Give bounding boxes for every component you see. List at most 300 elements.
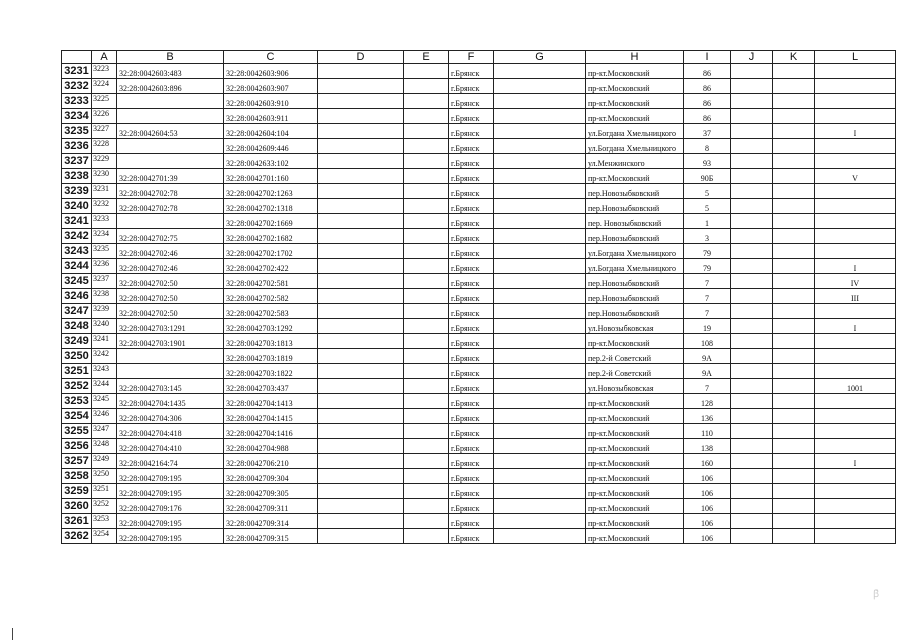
cell-e: [404, 349, 449, 364]
cell-d: [318, 529, 404, 544]
cell-j: [731, 64, 773, 79]
cell-f: г.Брянск: [449, 139, 494, 154]
cell-d: [318, 184, 404, 199]
cell-d: [318, 274, 404, 289]
row-number: 3258: [62, 469, 92, 484]
cell-b: 32:28:0042709:195: [117, 514, 224, 529]
cell-h: пр-кт.Московский: [586, 94, 684, 109]
cell-f: г.Брянск: [449, 349, 494, 364]
cell-c: 32:28:0042702:1318: [224, 199, 318, 214]
table-row: [62, 169, 896, 184]
cell-c: 32:28:0042709:314: [224, 514, 318, 529]
cell-i: 108: [684, 334, 731, 349]
row-number: 3250: [62, 349, 92, 364]
cell-f: г.Брянск: [449, 169, 494, 184]
row-number: 3254: [62, 409, 92, 424]
cell-e: [404, 109, 449, 124]
cell-c: 32:28:0042603:906: [224, 64, 318, 79]
cell-h: ул.Новозыбковская: [586, 379, 684, 394]
cell-f: г.Брянск: [449, 379, 494, 394]
cell-k: [773, 139, 815, 154]
cell-l: [815, 244, 896, 259]
cell-d: [318, 514, 404, 529]
cell-i: 106: [684, 499, 731, 514]
cell-c: 32:28:0042702:1263: [224, 184, 318, 199]
cell-k: [773, 424, 815, 439]
cell-h: пер.2-й Советский: [586, 349, 684, 364]
cell-j: [731, 214, 773, 229]
cell-l: [815, 514, 896, 529]
cell-c: 32:28:0042703:1822: [224, 364, 318, 379]
cell-i: 19: [684, 319, 731, 334]
table-row: [62, 364, 896, 379]
cell-c: 32:28:0042709:311: [224, 499, 318, 514]
cell-f: г.Брянск: [449, 439, 494, 454]
cell-l: [815, 154, 896, 169]
row-number: 3256: [62, 439, 92, 454]
cell-l: [815, 199, 896, 214]
cell-a: 3254: [92, 529, 117, 544]
cell-f: г.Брянск: [449, 304, 494, 319]
cell-l: [815, 304, 896, 319]
cell-c: 32:28:0042702:582: [224, 289, 318, 304]
cell-l: [815, 394, 896, 409]
cell-h: пер.Новозыбковский: [586, 199, 684, 214]
cell-e: [404, 199, 449, 214]
cell-k: [773, 199, 815, 214]
cell-k: [773, 379, 815, 394]
cell-a: 3233: [92, 214, 117, 229]
table-row: [62, 94, 896, 109]
cell-l: I: [815, 259, 896, 274]
table-row: [62, 124, 896, 139]
cell-e: [404, 94, 449, 109]
cell-h: ул.Менжинского: [586, 154, 684, 169]
cell-c: 32:28:0042702:422: [224, 259, 318, 274]
cell-g: [494, 259, 586, 274]
cell-l: [815, 349, 896, 364]
cell-l: [815, 484, 896, 499]
cell-l: V: [815, 169, 896, 184]
cell-e: [404, 499, 449, 514]
cell-c: 32:28:0042702:1669: [224, 214, 318, 229]
table-row: [62, 304, 896, 319]
cell-c: 32:28:0042604:104: [224, 124, 318, 139]
cell-a: 3246: [92, 409, 117, 424]
cell-i: 7: [684, 304, 731, 319]
cell-e: [404, 529, 449, 544]
cell-i: 106: [684, 469, 731, 484]
table-row: [62, 109, 896, 124]
cell-a: 3232: [92, 199, 117, 214]
cell-c: 32:28:0042704:1416: [224, 424, 318, 439]
cell-j: [731, 274, 773, 289]
cell-f: г.Брянск: [449, 229, 494, 244]
cell-a: 3235: [92, 244, 117, 259]
cell-f: г.Брянск: [449, 259, 494, 274]
cell-e: [404, 364, 449, 379]
cell-d: [318, 124, 404, 139]
cell-l: [815, 109, 896, 124]
cell-h: пер.Новозыбковский: [586, 274, 684, 289]
cell-f: г.Брянск: [449, 529, 494, 544]
cell-d: [318, 109, 404, 124]
table-row: [62, 274, 896, 289]
table-body: [62, 64, 896, 544]
cell-h: пр-кт.Московский: [586, 469, 684, 484]
cell-k: [773, 154, 815, 169]
cell-g: [494, 319, 586, 334]
column-header-row: [62, 51, 896, 64]
cell-g: [494, 349, 586, 364]
cell-h: пр-кт.Московский: [586, 394, 684, 409]
cell-f: г.Брянск: [449, 319, 494, 334]
cell-b: 32:28:0042702:75: [117, 229, 224, 244]
cell-i: 9А: [684, 364, 731, 379]
cell-g: [494, 289, 586, 304]
cell-i: 5: [684, 184, 731, 199]
cell-i: 138: [684, 439, 731, 454]
cell-i: 86: [684, 64, 731, 79]
cell-h: пр-кт.Московский: [586, 439, 684, 454]
cell-g: [494, 64, 586, 79]
cell-c: 32:28:0042704:1415: [224, 409, 318, 424]
cell-a: 3230: [92, 169, 117, 184]
cell-a: 3237: [92, 274, 117, 289]
cell-j: [731, 454, 773, 469]
cell-h: пр-кт.Московский: [586, 454, 684, 469]
cell-e: [404, 274, 449, 289]
cell-d: [318, 484, 404, 499]
row-number: 3232: [62, 79, 92, 94]
cell-c: 32:28:0042702:583: [224, 304, 318, 319]
cell-b: 32:28:0042702:50: [117, 289, 224, 304]
cell-j: [731, 334, 773, 349]
cell-c: 32:28:0042703:1819: [224, 349, 318, 364]
cell-d: [318, 169, 404, 184]
table-row: [62, 139, 896, 154]
table-row: [62, 514, 896, 529]
cell-b: 32:28:0042702:78: [117, 199, 224, 214]
table-row: [62, 244, 896, 259]
row-number: 3237: [62, 154, 92, 169]
cell-k: [773, 469, 815, 484]
cell-l: 1001: [815, 379, 896, 394]
cell-a: 3225: [92, 94, 117, 109]
cell-g: [494, 184, 586, 199]
cell-d: [318, 364, 404, 379]
cell-g: [494, 274, 586, 289]
row-number: 3238: [62, 169, 92, 184]
cell-b: 32:28:0042709:176: [117, 499, 224, 514]
cell-g: [494, 334, 586, 349]
cell-g: [494, 379, 586, 394]
cell-g: [494, 469, 586, 484]
cell-g: [494, 109, 586, 124]
cell-d: [318, 334, 404, 349]
cell-i: 1: [684, 214, 731, 229]
cell-h: пер.2-й Советский: [586, 364, 684, 379]
row-number: 3245: [62, 274, 92, 289]
cell-l: [815, 79, 896, 94]
cell-k: [773, 304, 815, 319]
cell-i: 93: [684, 154, 731, 169]
cell-e: [404, 289, 449, 304]
cell-l: [815, 424, 896, 439]
cell-d: [318, 439, 404, 454]
cell-k: [773, 514, 815, 529]
cell-i: 9А: [684, 349, 731, 364]
table-row: [62, 394, 896, 409]
cell-b: 32:28:0042702:50: [117, 304, 224, 319]
column-header-k: K: [773, 51, 815, 64]
cell-f: г.Брянск: [449, 469, 494, 484]
cell-h: ул.Богдана Хмельницкого: [586, 259, 684, 274]
cell-d: [318, 469, 404, 484]
cell-h: пр-кт.Московский: [586, 514, 684, 529]
table-row: [62, 454, 896, 469]
column-header-g: G: [494, 51, 586, 64]
cell-l: [815, 139, 896, 154]
cell-a: 3229: [92, 154, 117, 169]
cell-k: [773, 334, 815, 349]
column-header-h: H: [586, 51, 684, 64]
cell-f: г.Брянск: [449, 289, 494, 304]
cell-c: 32:28:0042603:907: [224, 79, 318, 94]
cell-g: [494, 94, 586, 109]
cell-d: [318, 79, 404, 94]
cell-e: [404, 514, 449, 529]
cell-h: ул.Новозыбковская: [586, 319, 684, 334]
cell-f: г.Брянск: [449, 499, 494, 514]
cell-k: [773, 124, 815, 139]
cell-f: г.Брянск: [449, 154, 494, 169]
cell-a: 3241: [92, 334, 117, 349]
column-header-d: D: [318, 51, 404, 64]
cell-g: [494, 229, 586, 244]
cell-a: 3242: [92, 349, 117, 364]
row-number: 3249: [62, 334, 92, 349]
cell-k: [773, 394, 815, 409]
cell-e: [404, 229, 449, 244]
cell-a: 3244: [92, 379, 117, 394]
cell-k: [773, 274, 815, 289]
cell-c: 32:28:0042633:102: [224, 154, 318, 169]
cell-h: ул.Богдана Хмельницкого: [586, 124, 684, 139]
cell-h: пр-кт.Московский: [586, 64, 684, 79]
cell-j: [731, 469, 773, 484]
cell-l: [815, 229, 896, 244]
cell-f: г.Брянск: [449, 64, 494, 79]
row-number: 3235: [62, 124, 92, 139]
cell-h: пр-кт.Московский: [586, 529, 684, 544]
cell-b: [117, 109, 224, 124]
cell-h: пр-кт.Московский: [586, 169, 684, 184]
cell-i: 90Б: [684, 169, 731, 184]
row-number: 3252: [62, 379, 92, 394]
cell-l: [815, 334, 896, 349]
cell-l: [815, 469, 896, 484]
cell-l: [815, 214, 896, 229]
row-number: 3243: [62, 244, 92, 259]
cell-f: г.Брянск: [449, 454, 494, 469]
cell-i: 128: [684, 394, 731, 409]
cell-d: [318, 289, 404, 304]
cell-j: [731, 94, 773, 109]
cell-e: [404, 439, 449, 454]
cell-h: пер.Новозыбковский: [586, 184, 684, 199]
cadastral-table: [61, 50, 896, 544]
cell-l: [815, 439, 896, 454]
cell-b: [117, 214, 224, 229]
table-row: [62, 499, 896, 514]
cell-j: [731, 349, 773, 364]
cell-k: [773, 499, 815, 514]
cell-h: пр-кт.Московский: [586, 79, 684, 94]
cell-c: 32:28:0042709:315: [224, 529, 318, 544]
column-header-b: B: [117, 51, 224, 64]
cell-d: [318, 244, 404, 259]
cell-d: [318, 409, 404, 424]
cell-g: [494, 424, 586, 439]
cell-b: [117, 349, 224, 364]
cell-b: 32:28:0042603:483: [117, 64, 224, 79]
cell-b: 32:28:0042703:1901: [117, 334, 224, 349]
cell-a: 3249: [92, 454, 117, 469]
table-row: [62, 214, 896, 229]
row-number: 3261: [62, 514, 92, 529]
table-row: [62, 289, 896, 304]
cell-i: 110: [684, 424, 731, 439]
cell-e: [404, 124, 449, 139]
column-header-i: I: [684, 51, 731, 64]
row-number: 3242: [62, 229, 92, 244]
cell-a: 3240: [92, 319, 117, 334]
row-number: 3246: [62, 289, 92, 304]
cell-k: [773, 244, 815, 259]
cell-f: г.Брянск: [449, 334, 494, 349]
cell-b: 32:28:0042704:1435: [117, 394, 224, 409]
cell-g: [494, 199, 586, 214]
row-number: 3253: [62, 394, 92, 409]
cell-k: [773, 319, 815, 334]
column-header-a: A: [92, 51, 117, 64]
cell-i: 86: [684, 79, 731, 94]
cell-j: [731, 199, 773, 214]
cell-i: 79: [684, 244, 731, 259]
cell-d: [318, 94, 404, 109]
cell-e: [404, 424, 449, 439]
row-number: 3244: [62, 259, 92, 274]
cell-a: 3234: [92, 229, 117, 244]
cell-c: 32:28:0042703:1813: [224, 334, 318, 349]
row-number: 3260: [62, 499, 92, 514]
cell-d: [318, 499, 404, 514]
cell-c: 32:28:0042704:988: [224, 439, 318, 454]
cell-e: [404, 139, 449, 154]
cell-i: 8: [684, 139, 731, 154]
table-row: [62, 319, 896, 334]
cell-j: [731, 124, 773, 139]
cell-d: [318, 379, 404, 394]
cell-j: [731, 304, 773, 319]
cell-i: 3: [684, 229, 731, 244]
cell-k: [773, 214, 815, 229]
cell-b: 32:28:0042704:418: [117, 424, 224, 439]
cell-a: 3247: [92, 424, 117, 439]
cell-j: [731, 409, 773, 424]
cell-b: 32:28:0042704:306: [117, 409, 224, 424]
cell-g: [494, 499, 586, 514]
column-header-c: C: [224, 51, 318, 64]
cell-h: пер.Новозыбковский: [586, 289, 684, 304]
cell-i: 79: [684, 259, 731, 274]
cell-d: [318, 199, 404, 214]
cell-j: [731, 529, 773, 544]
cell-b: [117, 154, 224, 169]
cell-l: III: [815, 289, 896, 304]
cell-c: 32:28:0042702:1682: [224, 229, 318, 244]
cell-f: г.Брянск: [449, 424, 494, 439]
cell-g: [494, 169, 586, 184]
cell-c: 32:28:0042703:1292: [224, 319, 318, 334]
cell-l: [815, 529, 896, 544]
cell-b: 32:28:0042701:39: [117, 169, 224, 184]
cell-g: [494, 394, 586, 409]
cell-b: [117, 364, 224, 379]
row-number: 3257: [62, 454, 92, 469]
cell-j: [731, 229, 773, 244]
cell-e: [404, 304, 449, 319]
row-number: 3255: [62, 424, 92, 439]
cell-k: [773, 259, 815, 274]
cell-j: [731, 289, 773, 304]
cell-e: [404, 154, 449, 169]
table-row: [62, 469, 896, 484]
cell-b: 32:28:0042603:896: [117, 79, 224, 94]
row-number: 3240: [62, 199, 92, 214]
cell-e: [404, 319, 449, 334]
cell-a: 3248: [92, 439, 117, 454]
row-number: 3241: [62, 214, 92, 229]
cell-j: [731, 424, 773, 439]
cell-c: 32:28:0042709:304: [224, 469, 318, 484]
cell-l: [815, 184, 896, 199]
cell-k: [773, 349, 815, 364]
cell-k: [773, 439, 815, 454]
cell-b: 32:28:0042604:53: [117, 124, 224, 139]
cell-k: [773, 529, 815, 544]
cell-g: [494, 154, 586, 169]
cell-f: г.Брянск: [449, 409, 494, 424]
row-number: 3251: [62, 364, 92, 379]
cell-e: [404, 334, 449, 349]
cell-f: г.Брянск: [449, 274, 494, 289]
table-row: [62, 409, 896, 424]
cell-h: пр-кт.Московский: [586, 409, 684, 424]
cell-b: [117, 139, 224, 154]
cell-b: 32:28:0042709:195: [117, 469, 224, 484]
cell-l: I: [815, 124, 896, 139]
row-number: 3248: [62, 319, 92, 334]
cell-b: 32:28:0042703:1291: [117, 319, 224, 334]
binding-mark: [12, 628, 13, 640]
cell-j: [731, 439, 773, 454]
cell-g: [494, 244, 586, 259]
cell-d: [318, 154, 404, 169]
cell-e: [404, 214, 449, 229]
cell-g: [494, 79, 586, 94]
